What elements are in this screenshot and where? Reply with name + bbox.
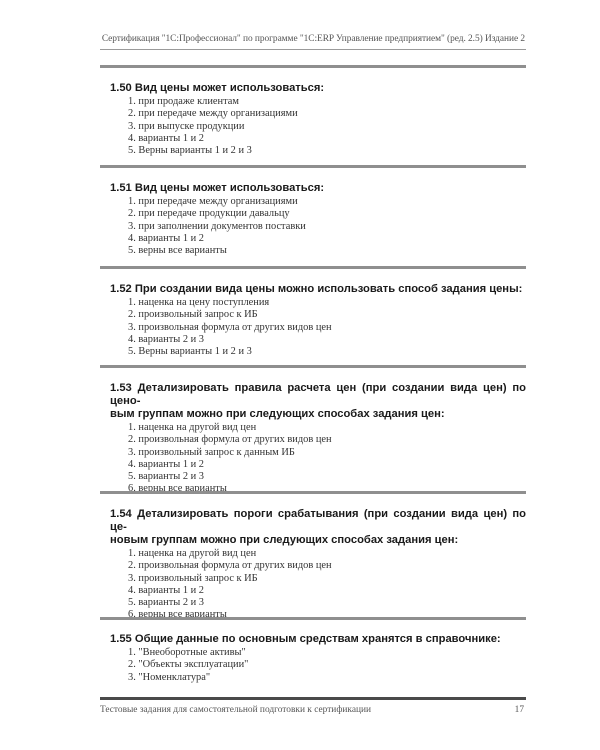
option: 2. произвольная формула от других видов цен bbox=[128, 434, 332, 446]
option: 2. при передаче продукции давальцу bbox=[128, 208, 290, 220]
option: 5. Верны варианты 1 и 2 и 3 bbox=[128, 145, 252, 157]
question-1-55 bbox=[110, 633, 526, 684]
option: 1. наценка на другой вид цен bbox=[128, 422, 257, 433]
footer-text: Тестовые задания для самостоятельной подготовки к сертификации bbox=[100, 705, 372, 715]
page-number: 17 bbox=[514, 705, 524, 715]
separator bbox=[100, 617, 526, 620]
option: 4. варианты 1 и 2 bbox=[128, 132, 204, 144]
option: 1. при продаже клиентам bbox=[128, 96, 239, 107]
separator bbox=[100, 365, 526, 368]
option: 1. при передаче между организациями bbox=[128, 196, 298, 207]
option: 1. наценка на цену поступления bbox=[128, 297, 270, 308]
separator bbox=[100, 165, 526, 168]
running-header: Сертификация "1С:Профессионал" по программе "1С:ERP Управление предприятием" (ред. 2.5) Издание 2 bbox=[101, 34, 525, 44]
question-title: 1.55 Общие данные по основным средствам хранятся в справочнике: bbox=[110, 633, 501, 645]
question-1-51 bbox=[110, 182, 526, 257]
option: 3. "Номенклатура" bbox=[128, 671, 211, 683]
option: 3. при выпуске продукции bbox=[128, 120, 245, 132]
option: 1. "Внеоборотные активы" bbox=[128, 647, 246, 658]
option: 3. произвольный запрос к данным ИБ bbox=[128, 446, 295, 458]
option: 2. произвольная формула от других видов цен bbox=[128, 560, 332, 572]
question-title-cont: вым группам можно при следующих способах задания цен: bbox=[110, 408, 445, 420]
question-title: 1.52 При создании вида цены можно использовать способ задания цены: bbox=[110, 283, 523, 295]
option-list bbox=[110, 196, 526, 257]
option-list bbox=[110, 647, 526, 684]
question-1-52 bbox=[110, 283, 526, 358]
footer-rule bbox=[100, 697, 526, 700]
question-1-50 bbox=[110, 82, 526, 157]
option-list bbox=[110, 548, 526, 622]
option-list bbox=[110, 422, 526, 496]
option: 5. Верны варианты 1 и 2 и 3 bbox=[128, 346, 252, 358]
option: 1. наценка на другой вид цен bbox=[128, 548, 257, 559]
option: 3. произвольная формула от других видов цен bbox=[128, 321, 332, 333]
option: 6. верны все варианты bbox=[128, 483, 227, 495]
option: 4. варианты 1 и 2 bbox=[128, 584, 204, 596]
running-footer bbox=[100, 705, 526, 715]
option: 3. при заполнении документов поставки bbox=[128, 220, 306, 232]
option: 4. варианты 1 и 2 bbox=[128, 232, 204, 244]
option-list bbox=[110, 297, 526, 358]
option: 2. при передаче между организациями bbox=[128, 108, 298, 120]
option: 2. "Объекты эксплуатации" bbox=[128, 659, 249, 671]
option: 6. верны все варианты bbox=[128, 609, 227, 621]
header-rule bbox=[100, 49, 526, 50]
question-1-54 bbox=[110, 508, 526, 622]
option: 4. варианты 2 и 3 bbox=[128, 333, 204, 345]
question-1-53 bbox=[110, 382, 526, 496]
option: 5. варианты 2 и 3 bbox=[128, 597, 204, 609]
question-title: 1.54 Детализировать пороги срабатывания (при создании вида цен) по це- bbox=[110, 508, 526, 533]
question-title: 1.53 Детализировать правила расчета цен (при создании вида цен) по цено- bbox=[110, 382, 526, 407]
option: 3. произвольный запрос к ИБ bbox=[128, 572, 258, 584]
option: 5. варианты 2 и 3 bbox=[128, 471, 204, 483]
separator bbox=[100, 65, 526, 68]
option: 5. верны все варианты bbox=[128, 245, 227, 257]
option-list bbox=[110, 96, 526, 157]
question-title: 1.51 Вид цены может использоваться: bbox=[110, 182, 325, 194]
question-title-cont: новым группам можно при следующих способах задания цен: bbox=[110, 534, 459, 546]
separator bbox=[100, 266, 526, 269]
question-title: 1.50 Вид цены может использоваться: bbox=[110, 82, 325, 94]
option: 4. варианты 1 и 2 bbox=[128, 458, 204, 470]
option: 2. произвольный запрос к ИБ bbox=[128, 309, 258, 321]
separator bbox=[100, 491, 526, 494]
